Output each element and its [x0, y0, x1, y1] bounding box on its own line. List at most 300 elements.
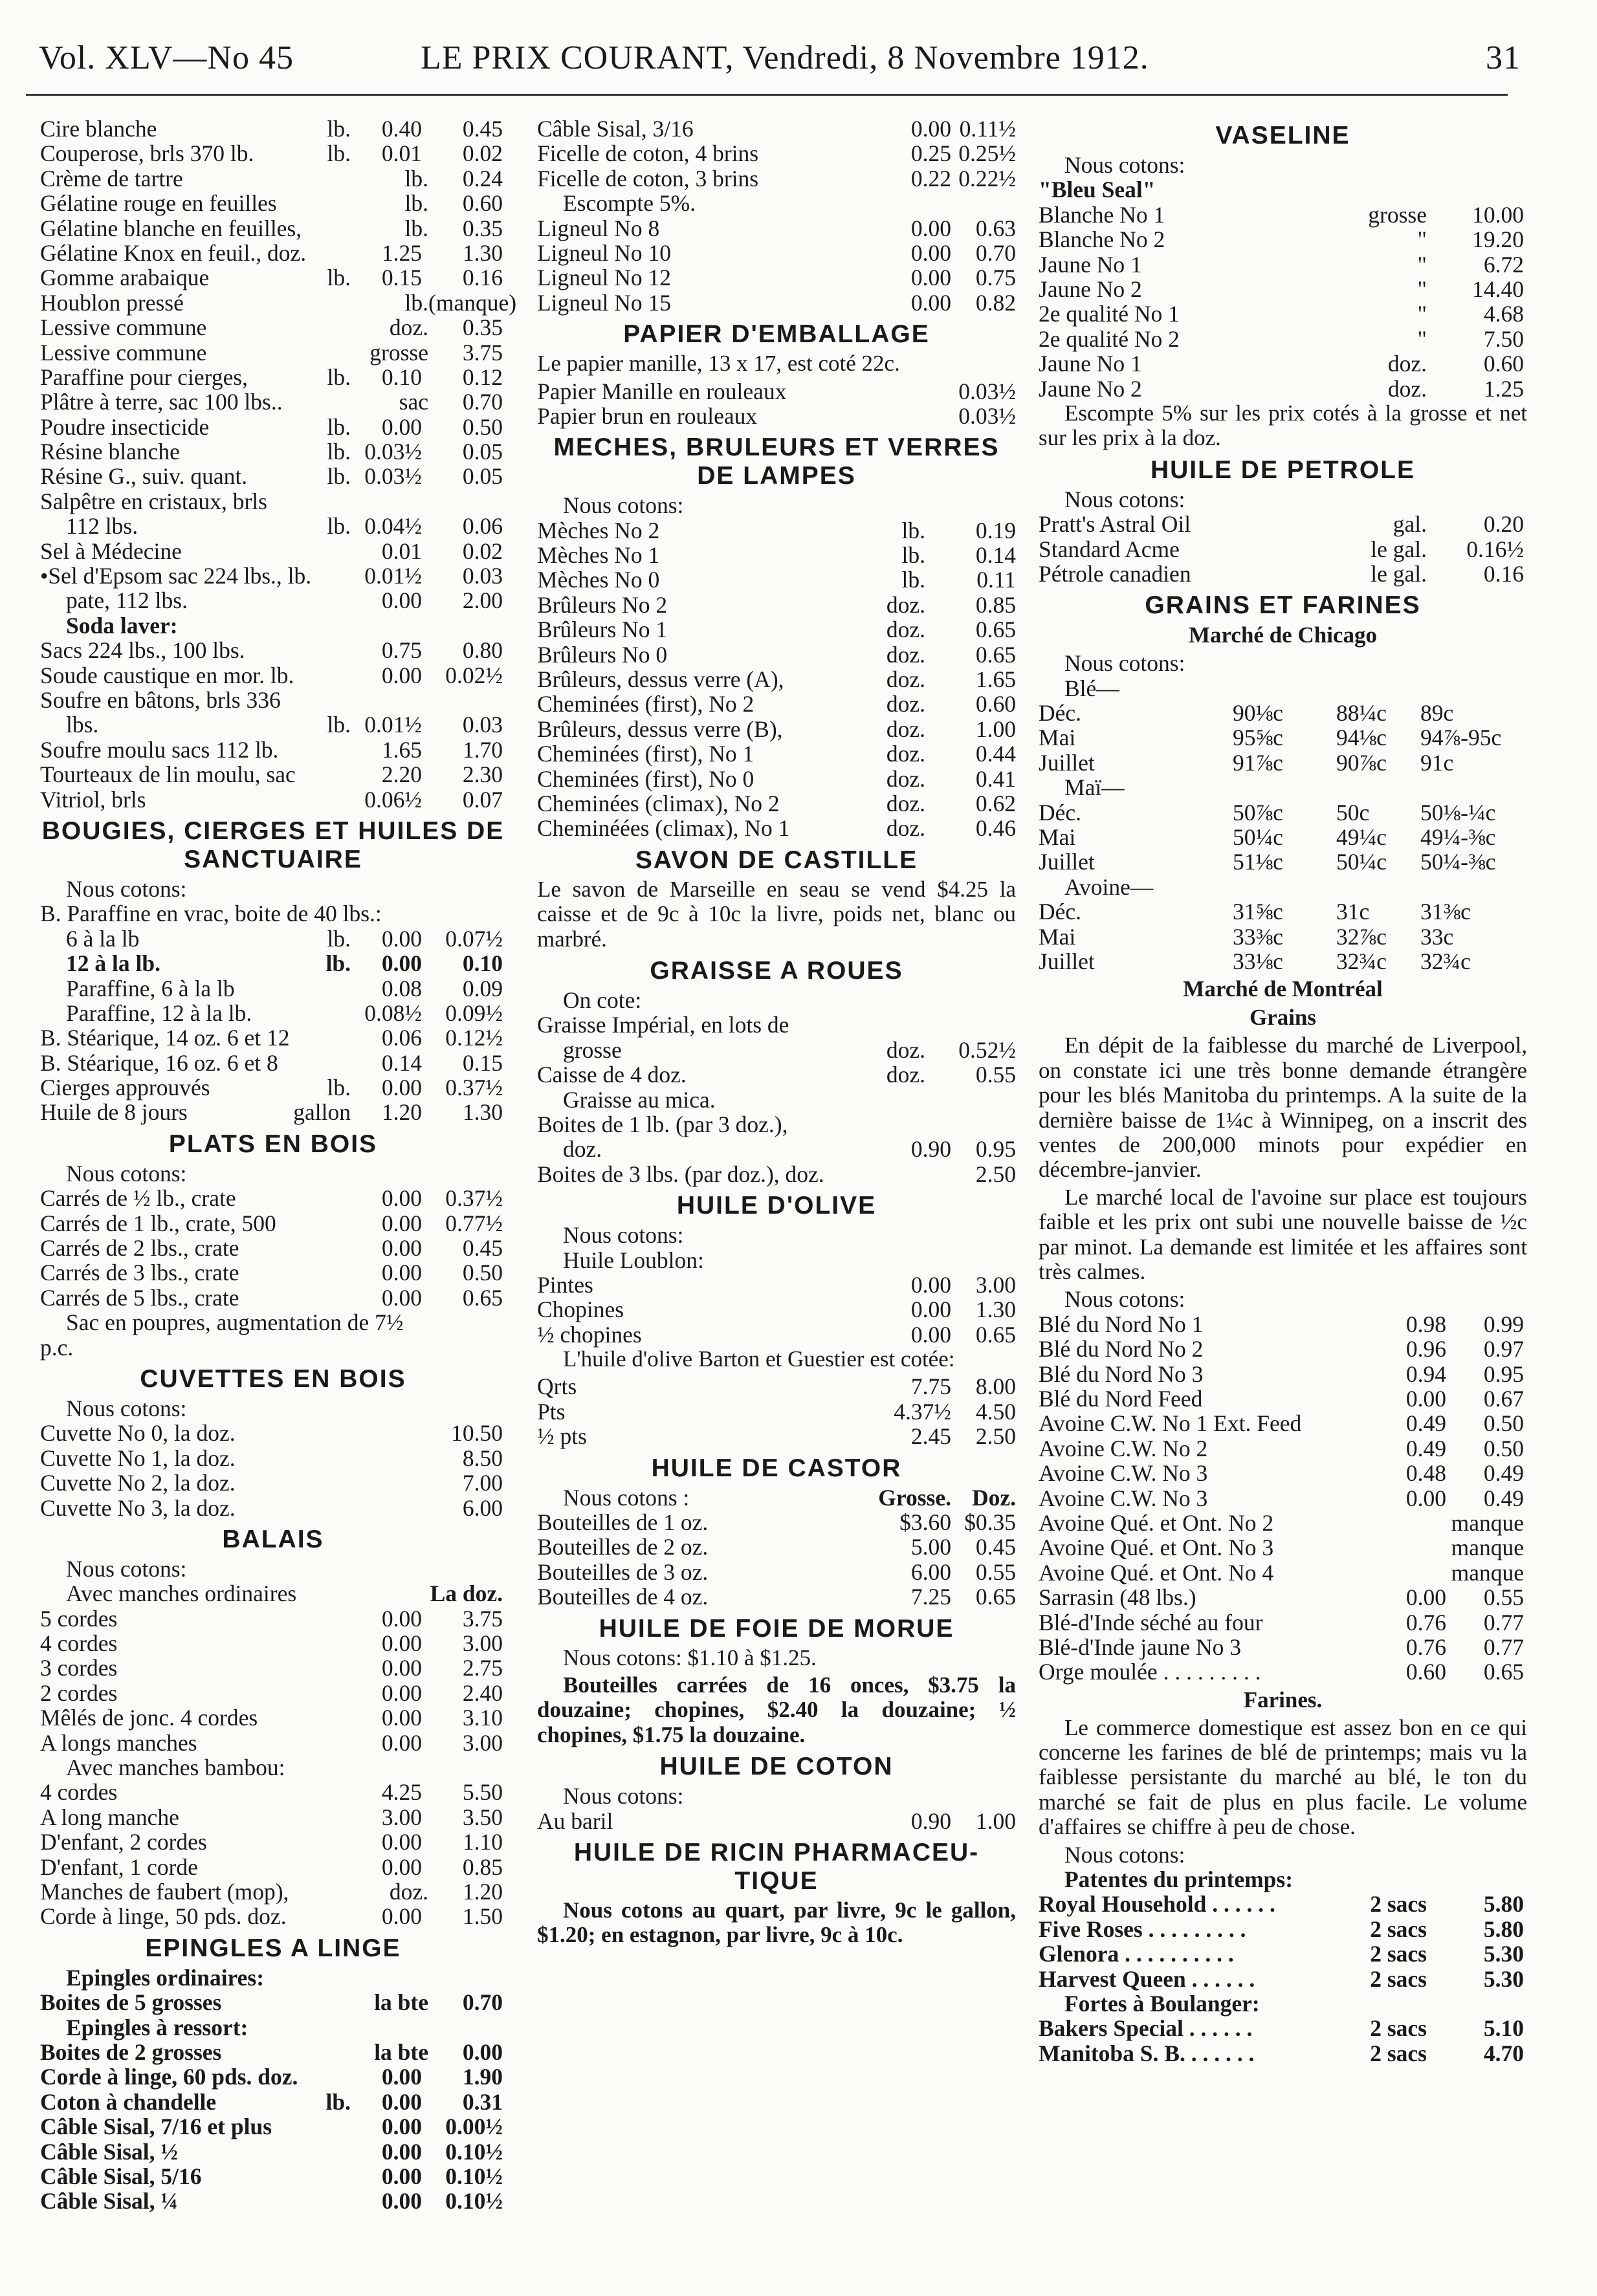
price-row — [40, 241, 506, 265]
price-row — [1039, 1287, 1527, 1311]
column-right — [1039, 116, 1527, 2066]
item-unit: lb. — [901, 542, 925, 569]
price-row — [1039, 875, 1527, 899]
price-min: 0.22 — [910, 165, 951, 191]
price-min: 1.65 — [381, 736, 422, 763]
paragraph: Le commerce domestique est assez bon en ce qui concerne les farines de blé de printemps; mais vu la faiblesse persistante du marché au blé, le ton du marché se fait de plus en plus facile. Le volume d'affaires se chiffre à peu de chose. — [1039, 1714, 1527, 1840]
item-name: "Bleu Seal" — [1039, 177, 1156, 203]
item-name: Cuvette No 3, la doz. — [40, 1494, 236, 1521]
price-max: 0.12½ — [445, 1025, 503, 1051]
price-max: 0.25½ — [958, 140, 1016, 167]
price-row — [537, 1784, 1016, 1808]
price-min: 0.01 — [381, 140, 422, 167]
price-row — [537, 1088, 1016, 1112]
item-unit: lb. — [404, 215, 428, 241]
price-row — [40, 712, 506, 737]
item-unit: lb. — [901, 517, 925, 543]
grain-price-row — [1039, 750, 1527, 775]
price-low: 90⅞c — [1336, 749, 1387, 776]
price-max: 10.50 — [451, 1420, 503, 1447]
price-row — [40, 514, 506, 538]
item-name: Orge moulée . . . . . . . . . — [1039, 1659, 1261, 1685]
price-row — [537, 617, 1016, 642]
item-name: Crème de tartre — [40, 165, 183, 191]
item-name: Caisse de 4 doz. — [537, 1062, 687, 1088]
price-max: 2.40 — [462, 1679, 503, 1706]
price-max: 0.65 — [462, 1284, 503, 1311]
price-row — [40, 1001, 506, 1025]
price-max: 0.50 — [1483, 1410, 1524, 1437]
price-row — [40, 877, 506, 901]
item-unit: 2 sacs — [1370, 1941, 1427, 1967]
price-row — [40, 1606, 506, 1631]
price-row — [40, 638, 506, 662]
item-unit: doz. — [886, 591, 925, 618]
month-label: Juillet — [1039, 948, 1095, 974]
price-min: 0.00 — [381, 2064, 422, 2090]
item-name: Harvest Queen . . . . . . — [1039, 1965, 1255, 1992]
price-row — [1039, 1411, 1527, 1436]
price-row — [40, 1446, 506, 1471]
price-row — [537, 1112, 1016, 1137]
item-name: Cire blanche — [40, 116, 157, 142]
price-row — [1039, 1867, 1527, 1892]
price-max: 0.16½ — [1466, 536, 1524, 562]
item-name: 4 cordes — [40, 1779, 118, 1806]
price-row — [537, 1137, 1016, 1161]
price-max: 0.07 — [462, 786, 503, 813]
price-row — [537, 1273, 1016, 1297]
price-max: 0.50 — [462, 1260, 503, 1286]
price-max: 8.00 — [975, 1373, 1016, 1400]
price-min: 2.45 — [910, 1423, 951, 1450]
price-min: 0.00 — [381, 1260, 422, 1286]
item-name: Mèches No 1 — [537, 542, 660, 569]
item-name: lbs. — [66, 712, 99, 738]
item-name: Résine G., suiv. quant. — [40, 463, 248, 490]
price-row — [40, 216, 506, 241]
item-unit: lb. — [327, 364, 351, 390]
item-name: Sarrasin (48 lbs.) — [1039, 1584, 1196, 1611]
price-row — [40, 265, 506, 290]
price-max: 0.65 — [1483, 1659, 1524, 1685]
item-unit: doz. — [886, 815, 925, 842]
item-unit: lb. — [327, 463, 351, 490]
price-row — [537, 816, 1016, 840]
item-name: Cheminées (first), No 1 — [537, 741, 754, 767]
price-row — [40, 1830, 506, 1854]
item-name: Carrés de 3 lbs., crate — [40, 1260, 239, 1286]
item-name: 2 cordes — [40, 1679, 118, 1706]
price-row — [40, 1855, 506, 1879]
price-row — [1039, 327, 1527, 351]
price-row — [537, 141, 1016, 166]
price-max: 0.02 — [462, 140, 503, 167]
price-row — [537, 1062, 1016, 1087]
price-row — [1039, 1312, 1527, 1337]
section-heading: HUILE D'OLIVE — [676, 1192, 877, 1220]
price-min: 0.03½ — [364, 463, 422, 490]
price-min: 0.00 — [381, 1235, 422, 1262]
item-name: Bouteilles de 4 oz. — [537, 1584, 709, 1610]
item-name: Avoine C.W. No 3 — [1039, 1485, 1208, 1511]
price-min: 0.00 — [381, 2114, 422, 2140]
price-row — [1039, 1892, 1527, 1916]
price-row — [537, 1162, 1016, 1186]
item-name: 4 cordes — [40, 1630, 118, 1657]
price-row — [40, 2040, 506, 2064]
price-max: 8.50 — [462, 1445, 503, 1471]
item-name: Câble Sisal, 3/16 — [537, 116, 694, 142]
price-row — [537, 1322, 1016, 1347]
price-row — [537, 1584, 1016, 1609]
price-low: 32¾c — [1336, 948, 1387, 974]
price-row — [1039, 252, 1527, 277]
price-row — [537, 1038, 1016, 1062]
price-max: 2.50 — [975, 1423, 1016, 1450]
item-name: Mèches No 0 — [537, 567, 660, 593]
price-row — [537, 116, 1016, 141]
price-row — [1039, 153, 1527, 177]
price-row — [40, 1236, 506, 1260]
item-name: Nous cotons: — [1064, 486, 1185, 512]
item-unit: gal. — [1393, 511, 1427, 538]
price-max: 3.50 — [462, 1804, 503, 1830]
item-name: Nous cotons: — [1064, 650, 1185, 677]
price-row — [40, 1075, 506, 1100]
price-row — [40, 1335, 506, 1360]
price-row — [40, 901, 506, 926]
section-heading: HUILE DE COTON — [659, 1753, 894, 1781]
price-max: 0.10½ — [445, 2188, 503, 2214]
price-min: 0.00 — [381, 413, 422, 440]
price-low: 50c — [1336, 799, 1370, 825]
price-max: 0.55 — [975, 1558, 1016, 1585]
item-unit: doz. — [886, 791, 925, 816]
price-min: 0.00 — [381, 1705, 422, 1731]
price-row — [1039, 1917, 1527, 1941]
price-row — [537, 166, 1016, 191]
price-max: 0.82 — [975, 289, 1016, 316]
item-name: 112 lbs. — [66, 513, 138, 540]
page-header — [39, 34, 1521, 92]
price-open: 33⅛c — [1233, 948, 1283, 974]
item-name: Tourteaux de lin moulu, sac — [40, 761, 296, 788]
item-name: Nous cotons: — [66, 1555, 187, 1582]
section-heading: PLATS EN BOIS — [168, 1130, 378, 1158]
item-name: Cuvette No 1, la doz. — [40, 1445, 236, 1471]
item-name: Escompte 5%. — [563, 190, 696, 217]
price-max: 7.50 — [1483, 325, 1524, 352]
item-name: Gélatine blanche en feuilles, — [40, 215, 302, 241]
price-row — [40, 688, 506, 712]
price-max: 0.95 — [1483, 1361, 1524, 1387]
price-max: 0.14 — [975, 542, 1016, 569]
price-max: 0.00½ — [445, 2114, 503, 2140]
price-max: 0.85 — [975, 591, 1016, 618]
item-name: Ficelle de coton, 3 brins — [537, 165, 759, 191]
price-row — [40, 1879, 506, 1904]
price-max: 4.68 — [1483, 301, 1524, 327]
item-name: Soufre moulu sacs 112 lb. — [40, 736, 279, 763]
item-unit: doz. — [886, 741, 925, 767]
item-unit: le gal. — [1371, 536, 1427, 562]
price-row — [1039, 1486, 1527, 1511]
price-row — [40, 1805, 506, 1830]
price-min: 0.15 — [381, 265, 422, 291]
price-max: 2.00 — [462, 587, 503, 614]
price-max: manque — [1451, 1509, 1524, 1536]
price-row — [40, 1471, 506, 1495]
item-unit: lb. — [325, 950, 351, 977]
price-row — [40, 1965, 506, 1990]
item-name: Mêlés de jonc. 4 cordes — [40, 1705, 258, 1731]
price-max: 0.65 — [975, 1321, 1016, 1348]
item-name: Nous cotons: — [1064, 1841, 1185, 1868]
price-row — [537, 1399, 1016, 1424]
price-max: 4.70 — [1483, 2040, 1524, 2066]
item-name: 12 à la lb. — [66, 950, 160, 977]
price-max: 0.07½ — [445, 925, 503, 952]
item-name: Graisse au mica. — [563, 1086, 716, 1113]
price-min: 0.08 — [381, 975, 422, 1001]
price-row — [537, 717, 1016, 741]
item-unit: lb. — [404, 289, 428, 316]
item-unit: lb. — [901, 567, 925, 593]
item-name: Paraffine, 6 à la lb — [66, 975, 235, 1001]
price-row — [40, 2090, 506, 2114]
month-label: Mai — [1039, 725, 1076, 751]
item-name: Lessive commune — [40, 339, 207, 366]
item-name: Blé du Nord No 2 — [1039, 1336, 1204, 1362]
price-min: 0.01½ — [364, 712, 422, 738]
price-min: 1.25 — [381, 239, 422, 266]
price-row — [40, 2064, 506, 2089]
price-max: 0.85 — [462, 1853, 503, 1880]
price-min: 0.00 — [381, 925, 422, 952]
price-min: 4.37½ — [894, 1398, 951, 1425]
price-close: 49¼-⅜c — [1420, 824, 1496, 851]
item-name: Pratt's Astral Oil — [1039, 511, 1191, 538]
price-open: 31⅝c — [1233, 899, 1283, 925]
price-min: 0.00 — [381, 1605, 422, 1632]
item-name: pate, 112 lbs. — [66, 587, 188, 614]
item-unit: lb. — [327, 712, 351, 738]
item-unit: " — [1417, 251, 1427, 278]
item-name: Lessive commune — [40, 314, 207, 341]
price-open: 50⅞c — [1233, 799, 1283, 825]
price-row — [537, 1424, 1016, 1449]
price-max: 0.06 — [462, 513, 503, 540]
grain-price-row — [1039, 899, 1527, 924]
price-min: 6.00 — [910, 1558, 951, 1585]
price-row — [40, 1051, 506, 1075]
paragraph: Nous cotons au quart, par livre, 9c le gallon, $1.20; en estagnon, par livre, 9c à 10c. — [537, 1897, 1016, 1948]
grain-price-row — [1039, 800, 1527, 825]
price-row — [537, 1012, 1016, 1037]
price-row — [40, 613, 506, 638]
item-unit: " — [1417, 325, 1427, 352]
item-name: Cuvette No 2, la doz. — [40, 1470, 236, 1496]
price-max: 0.03½ — [958, 402, 1016, 429]
section-heading: SAVON DE CASTILLE — [635, 846, 918, 874]
item-name: grosse — [563, 1036, 622, 1063]
item-name: Au baril — [537, 1808, 613, 1834]
price-min: 0.06½ — [364, 786, 422, 813]
price-min: $3.60 — [899, 1509, 951, 1536]
item-name: Vitriol, brls — [40, 786, 146, 813]
price-row — [1039, 1967, 1527, 1991]
item-name: Ligneul No 15 — [537, 289, 672, 316]
price-min: 0.00 — [381, 2138, 422, 2165]
price-max: 0.11 — [976, 567, 1016, 593]
price-row — [40, 1581, 506, 1606]
item-name: Pintes — [537, 1271, 593, 1298]
price-min: 0.00 — [381, 2163, 422, 2189]
price-min: 5.00 — [910, 1534, 951, 1560]
item-name: Boites de 3 lbs. (par doz.), doz. — [537, 1161, 824, 1187]
paragraph: Le papier manille, 13 x 17, est coté 22c. — [537, 351, 900, 377]
item-unit: lb. — [325, 2088, 351, 2115]
item-unit: doz. — [886, 691, 925, 717]
price-row — [537, 642, 1016, 667]
price-min: 0.00 — [381, 950, 422, 977]
price-row — [537, 191, 1016, 215]
section-heading: BOUGIES, CIERGES ET HUILES DE SANCTUAIRE — [41, 816, 505, 873]
price-row — [40, 738, 506, 762]
price-max: 2.75 — [462, 1655, 503, 1681]
item-name: Nous cotons: — [66, 1160, 187, 1186]
price-max: 4.50 — [975, 1398, 1016, 1425]
price-row — [537, 791, 1016, 816]
price-row — [40, 141, 506, 166]
section-heading: PAPIER D'EMBALLAGE — [623, 320, 930, 349]
item-name: Cheminées (first), No 2 — [537, 691, 754, 717]
item-unit: doz. — [886, 666, 925, 693]
price-max: 5.30 — [1483, 1965, 1524, 1992]
price-row — [40, 1557, 506, 1581]
price-row — [537, 593, 1016, 617]
price-row — [537, 567, 1016, 592]
item-name: Blé du Nord Feed — [1039, 1385, 1203, 1412]
price-min: 0.00 — [381, 1679, 422, 1706]
item-unit: grosse — [369, 339, 428, 366]
item-unit: le gal. — [1371, 560, 1427, 587]
price-min: 0.00 — [910, 1271, 951, 1298]
price-row — [40, 1186, 506, 1210]
item-name: Blé-d'Inde séché au four — [1039, 1609, 1263, 1635]
item-unit: doz. — [886, 617, 925, 643]
price-close: 31⅜c — [1420, 899, 1471, 925]
price-min: 0.96 — [1405, 1336, 1446, 1362]
price-row — [40, 415, 506, 439]
item-name: Nous cotons: — [563, 492, 684, 519]
item-name: Soude caustique en mor. lb. — [40, 662, 294, 688]
price-max: 0.49 — [1483, 1460, 1524, 1487]
item-unit: doz. — [389, 314, 428, 341]
price-max: 0.75 — [975, 265, 1016, 291]
price-min: 0.00 — [381, 2088, 422, 2115]
price-min: 0.10 — [381, 364, 422, 390]
item-unit: lb. — [327, 413, 351, 440]
item-unit: lb. — [404, 165, 428, 191]
item-name: Blanche No 2 — [1039, 226, 1165, 253]
price-max: 0.05 — [462, 463, 503, 490]
item-unit: lb. — [327, 439, 351, 465]
item-name: Boites de 2 grosses — [40, 2039, 222, 2065]
price-min: 0.76 — [1405, 1634, 1446, 1660]
price-max: 3.75 — [462, 1605, 503, 1632]
month-label: Juillet — [1039, 849, 1095, 875]
price-max: 1.00 — [975, 1808, 1016, 1834]
price-row — [40, 1421, 506, 1445]
price-row — [537, 241, 1016, 265]
price-close: 32¾c — [1420, 948, 1471, 974]
price-row — [537, 1223, 1016, 1247]
item-name: Jaune No 2 — [1039, 276, 1142, 302]
month-label: Mai — [1039, 923, 1076, 950]
price-open: 95⅝c — [1233, 725, 1283, 751]
item-name: Paraffine pour cierges, — [40, 364, 248, 390]
price-max: 0.05 — [462, 439, 503, 465]
item-name: Cheminées (climax), No 2 — [537, 791, 780, 816]
price-min: 0.04½ — [364, 513, 422, 540]
price-max: 14.40 — [1472, 276, 1524, 302]
item-name: Blanche No 1 — [1039, 201, 1165, 228]
price-max: 0.20 — [1483, 511, 1524, 538]
price-row — [40, 2015, 506, 2040]
item-unit: la bte — [374, 2039, 428, 2065]
price-min: 0.00 — [381, 2188, 422, 2214]
item-name: B. Paraffine en vrac, boite de 40 lbs.: — [40, 901, 382, 927]
item-name: Blé du Nord No 3 — [1039, 1361, 1204, 1387]
price-row — [1039, 1362, 1527, 1386]
price-row — [1039, 301, 1527, 326]
item-unit: doz. — [886, 765, 925, 792]
price-max: 1.00 — [975, 716, 1016, 742]
item-name: Bakers Special . . . . . . — [1039, 2015, 1253, 2042]
price-max: 0.24 — [462, 165, 503, 191]
section-heading: VASELINE — [1215, 122, 1350, 149]
price-max: 19.20 — [1472, 226, 1524, 253]
price-row — [537, 1560, 1016, 1584]
item-name: Carrés de 1 lb., crate, 500 — [40, 1210, 276, 1236]
item-name: Cheminéées (climax), No 1 — [537, 815, 790, 842]
price-max: 0.44 — [975, 741, 1016, 767]
item-name: Nous cotons : — [563, 1484, 690, 1511]
item-name: Ficelle de coton, 4 brins — [537, 140, 759, 167]
price-row — [40, 1631, 506, 1656]
price-min: Grosse. — [878, 1484, 951, 1511]
price-row — [40, 2189, 506, 2213]
item-name: ½ pts — [537, 1423, 587, 1450]
price-min: 0.00 — [381, 1630, 422, 1657]
subheading: Marché de Montréal — [1183, 976, 1383, 1002]
item-name: Nous cotons: — [563, 1783, 684, 1809]
price-min: 0.75 — [381, 637, 422, 664]
price-max: 0.10½ — [445, 2163, 503, 2189]
price-row — [1039, 1610, 1527, 1635]
price-max: 0.10 — [462, 950, 503, 977]
item-name: Nous cotons: — [66, 875, 187, 902]
price-max: 5.30 — [1483, 1941, 1524, 1967]
item-name: Gélatine rouge en feuilles — [40, 190, 277, 217]
item-unit: doz. — [1387, 375, 1427, 402]
price-max: 0.49 — [1483, 1485, 1524, 1511]
price-row — [537, 692, 1016, 716]
price-row — [1039, 351, 1527, 376]
price-min: 0.01 — [381, 538, 422, 564]
